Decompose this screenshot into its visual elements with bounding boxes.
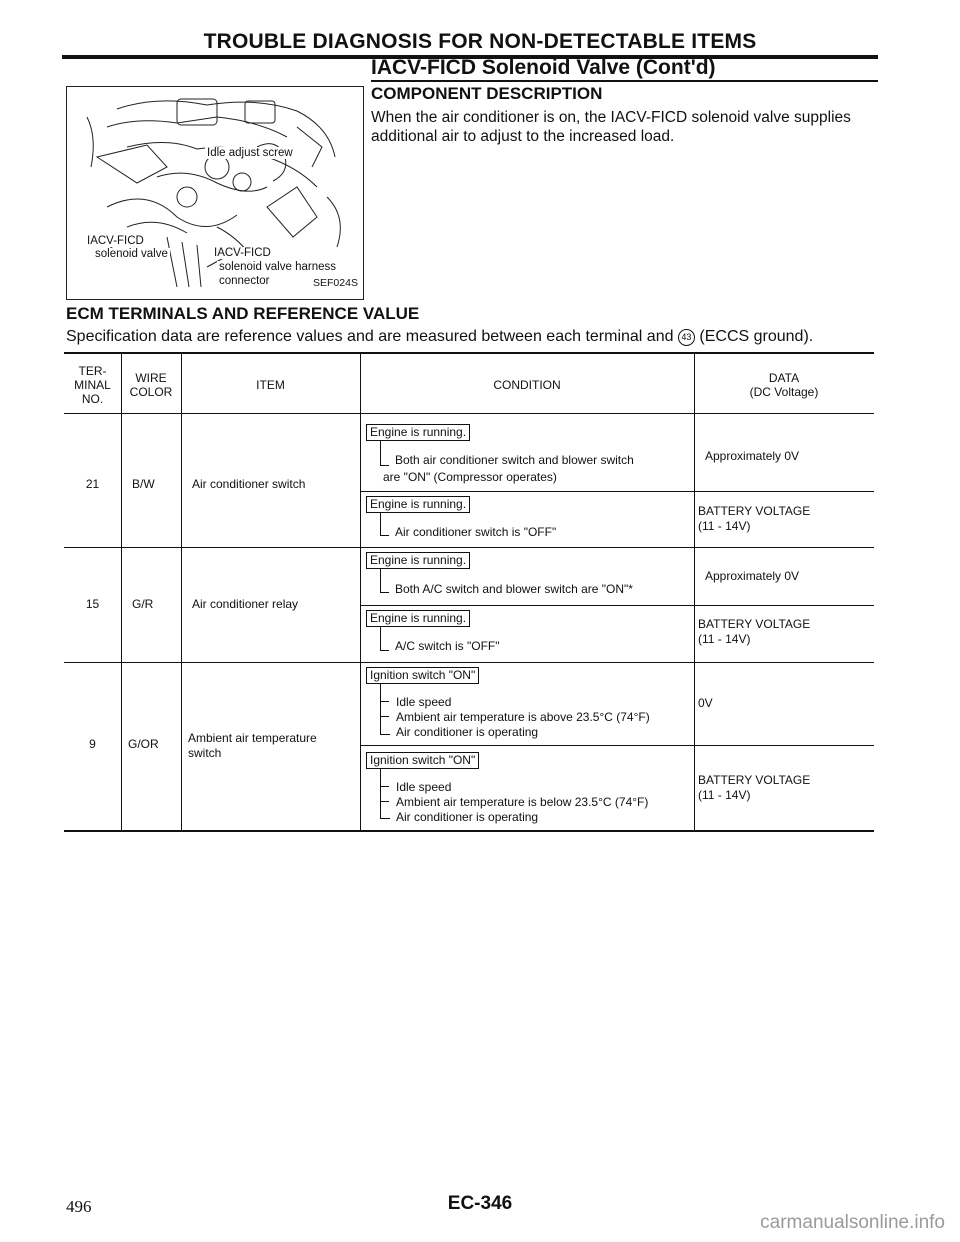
terminal-number: 21 <box>85 477 100 491</box>
column-rule <box>360 354 361 830</box>
terminal-number: 15 <box>85 597 100 611</box>
condition-state: Ignition switch "ON" <box>366 667 479 684</box>
bracket-tick <box>380 786 389 787</box>
data-value: 0V <box>698 696 713 710</box>
spec-text-after: (ECCS ground). <box>699 328 814 345</box>
page-code: EC-346 <box>447 1193 513 1214</box>
ground-terminal-circle: 43 <box>678 329 695 346</box>
condition-detail: A/C switch is "OFF" <box>395 639 500 653</box>
ecm-heading: ECM TERMINALS AND REFERENCE VALUE <box>66 304 420 323</box>
condition-state: Ignition switch "ON" <box>366 752 479 769</box>
table-top-rule <box>64 352 874 354</box>
condition-divider <box>360 491 874 492</box>
item-name: Air conditioner relay <box>192 597 299 611</box>
bracket-tick <box>380 801 389 802</box>
data-value: BATTERY VOLTAGE <box>698 773 811 787</box>
data-value: (11 - 14V) <box>698 788 751 802</box>
header-terminal: TER- MINAL NO. <box>74 364 111 406</box>
condition-detail: Idle speed <box>396 780 452 794</box>
condition-detail: Both air conditioner switch and blower switch <box>395 453 634 467</box>
figure-label-harness-2: solenoid valve harness <box>219 261 336 273</box>
condition-detail: Air conditioner is operating <box>396 810 539 824</box>
condition-state: Engine is running. <box>366 496 470 513</box>
bracket-tick <box>380 716 389 717</box>
table-header-rule <box>64 413 874 414</box>
condition-state: Engine is running. <box>366 610 470 627</box>
table-bottom-rule <box>64 830 874 832</box>
section-title: IACV-FICD Solenoid Valve (Cont'd) <box>371 56 716 79</box>
data-value: (11 - 14V) <box>698 519 751 533</box>
data-value: (11 - 14V) <box>698 632 751 646</box>
section-rule <box>371 80 878 82</box>
component-description-heading: COMPONENT DESCRIPTION <box>371 84 603 103</box>
page-title: TROUBLE DIAGNOSIS FOR NON-DETECTABLE ITEMS <box>203 30 757 53</box>
spec-text-before: Specification data are reference values and are measured between each terminal and <box>66 328 674 345</box>
condition-state: Engine is running. <box>366 424 470 441</box>
bracket-tick <box>380 701 389 702</box>
condition-detail: Air conditioner switch is "OFF" <box>395 525 557 539</box>
condition-bracket <box>380 684 390 735</box>
header-item: ITEM <box>256 378 285 392</box>
item-name: Ambient air temperature <box>188 731 317 745</box>
header-wire-color: WIRE COLOR <box>129 371 173 399</box>
data-value: Approximately 0V <box>705 569 800 583</box>
data-value: BATTERY VOLTAGE <box>698 504 811 518</box>
figure-label-valve-1: IACV-FICD <box>87 235 144 247</box>
column-rule <box>694 354 695 830</box>
condition-bracket <box>380 441 389 466</box>
component-figure <box>66 86 364 300</box>
figure-label-harness-1: IACV-FICD <box>214 247 271 259</box>
page-number: 496 <box>66 1197 92 1216</box>
row-divider <box>64 662 874 663</box>
component-description-text: When the air conditioner is on, the IACV-FICD solenoid valve supplies additional air to adjust to the increased load. <box>371 109 851 145</box>
condition-bracket <box>380 627 389 651</box>
figure-code: SEF024S <box>313 277 358 289</box>
header-data: DATA (DC Voltage) <box>749 371 819 399</box>
condition-bracket <box>380 569 389 593</box>
condition-detail: Both A/C switch and blower switch are "ON"* <box>395 582 633 596</box>
watermark[interactable]: carmanualsonline.info <box>760 1212 945 1233</box>
column-rule <box>121 354 122 830</box>
wire-color: G/OR <box>128 737 159 751</box>
condition-divider <box>360 605 874 606</box>
figure-label-idle-screw: Idle adjust screw <box>207 147 293 159</box>
data-value: BATTERY VOLTAGE <box>698 617 811 631</box>
header-condition: CONDITION <box>493 378 561 392</box>
spec-text <box>66 328 813 346</box>
condition-detail: Air conditioner is operating <box>396 725 539 739</box>
condition-bracket <box>380 513 389 536</box>
item-name: switch <box>188 746 222 760</box>
data-value: Approximately 0V <box>705 449 800 463</box>
wire-color: G/R <box>132 597 154 611</box>
figure-label-valve-2: solenoid valve <box>95 248 168 260</box>
wire-color: B/W <box>132 477 155 491</box>
column-rule <box>181 354 182 830</box>
terminal-number: 9 <box>89 737 96 751</box>
row-divider <box>64 547 874 548</box>
figure-label-harness-3: connector <box>219 275 270 287</box>
condition-detail: Ambient air temperature is above 23.5°C (74°F) <box>396 710 650 724</box>
condition-bracket <box>380 769 390 819</box>
condition-detail: Ambient air temperature is below 23.5°C (74°F) <box>396 795 649 809</box>
condition-state: Engine is running. <box>366 552 470 569</box>
condition-detail: Idle speed <box>396 695 452 709</box>
item-name: Air conditioner switch <box>192 477 306 491</box>
condition-detail: are "ON" (Compressor operates) <box>383 470 557 484</box>
condition-divider <box>360 745 874 746</box>
